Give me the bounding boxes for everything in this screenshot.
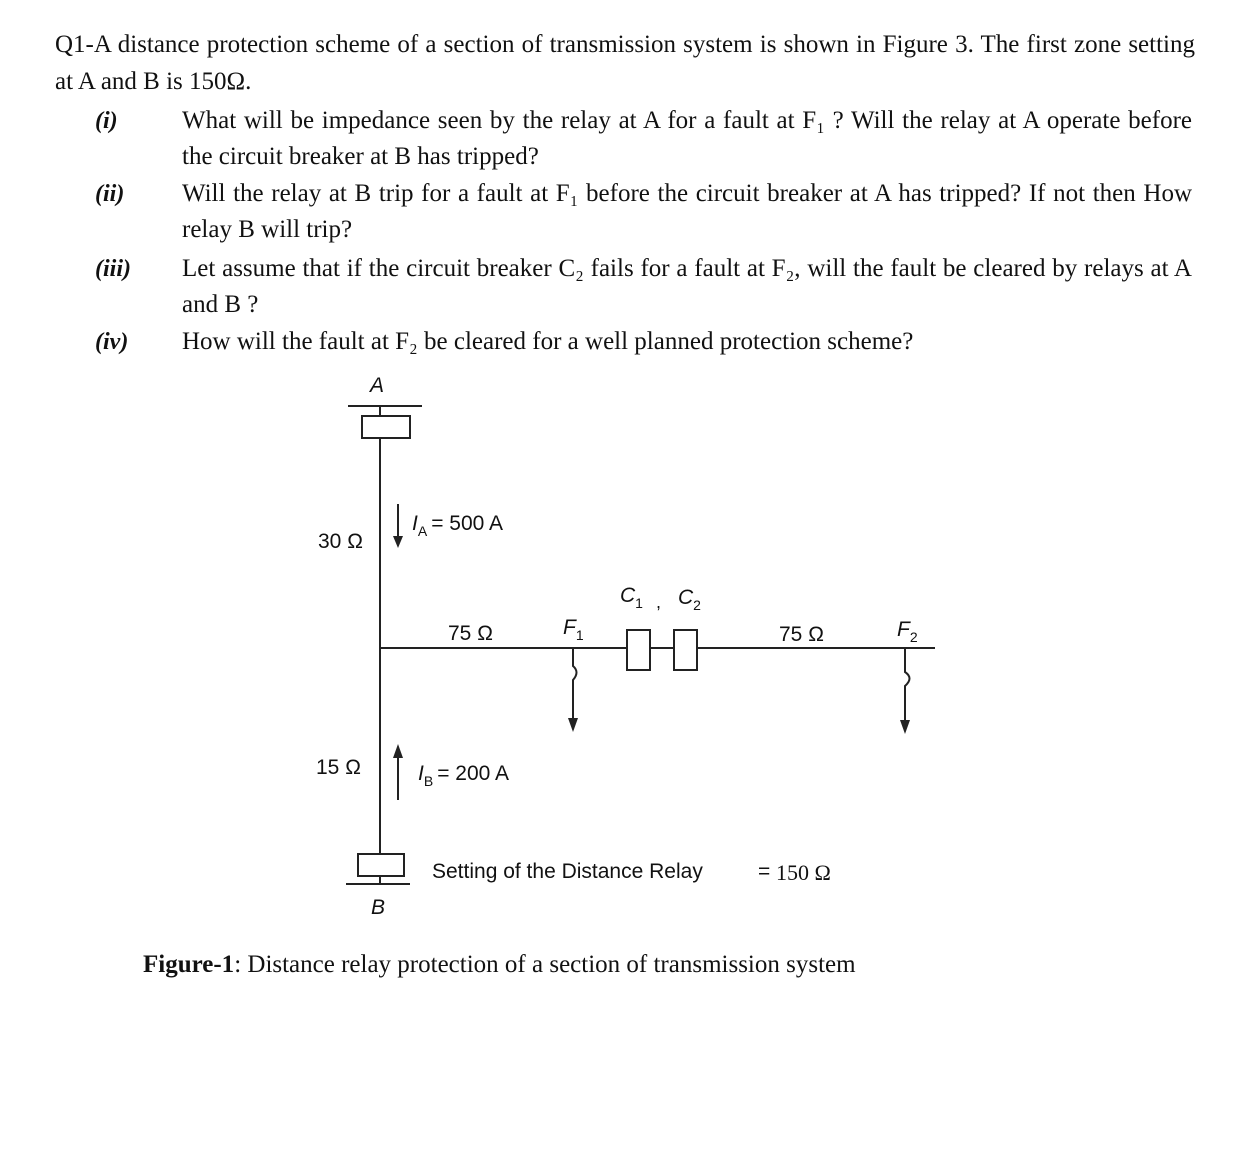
question-number: (ii): [95, 181, 125, 207]
protection-diagram: [0, 360, 1242, 940]
question-text: What will be impedance seen by the relay at A for a fault at F₁ ? Will the relay at A operate before the circuit breaker at B has tripped?: [182, 107, 1192, 170]
breaker-c2: [674, 630, 697, 670]
current-a-label: $I_A = 500$ A: [412, 512, 504, 539]
impedance-b-label: 15 Ω: [316, 756, 361, 779]
breaker-c1-label: $C_1$: [620, 584, 643, 611]
svg-text:,: ,: [656, 592, 662, 612]
relay-setting-value: 150 Ω: [776, 860, 831, 885]
relay-setting-equals: =: [758, 860, 771, 883]
current-b-label: $I_B = 200$ A: [418, 762, 510, 789]
line-1-impedance-label: 75 Ω: [448, 622, 493, 645]
fault-f1-symbol: [573, 648, 577, 722]
line-2-impedance-label: 75 Ω: [779, 623, 824, 646]
question-text: Let assume that if the circuit breaker C₂ fails for a fault at F₂, will the fault be cleared by relays at A and B ?: [182, 255, 1192, 318]
question-number: (i): [95, 108, 118, 134]
impedance-a-label: 30 Ω: [318, 530, 363, 553]
figure-caption-text: : Distance relay protection of a section of transmission system: [234, 951, 856, 978]
question-text: How will the fault at F₂ be cleared for a well planned protection scheme?: [182, 328, 914, 355]
figure-caption-label: Figure-1: [143, 951, 235, 978]
fault-f2-symbol: [905, 648, 910, 724]
fault-f2-label: $F_2$: [897, 618, 918, 645]
question-number: (iv): [95, 329, 129, 355]
breaker-a: [362, 416, 410, 438]
bus-a-label: A: [370, 374, 385, 397]
question-number: (iii): [95, 256, 131, 282]
relay-setting-label: Setting of the Distance Relay: [432, 860, 703, 883]
question-intro: Q1-A distance protection scheme of a section of transmission system is shown in Figure 3. The first zone setting at A and B is 150Ω.: [55, 31, 1195, 95]
breaker-b: [358, 854, 404, 876]
bus-b-label: B: [371, 896, 386, 919]
breaker-c2-label: $C_2$: [678, 586, 701, 613]
figure-caption: [143, 948, 856, 982]
fault-f1-label: $F_1$: [563, 616, 584, 643]
breaker-c1: [627, 630, 650, 670]
question-text: Will the relay at B trip for a fault at F₁ before the circuit breaker at A has tripped? If not then How relay B will trip?: [182, 180, 1192, 243]
